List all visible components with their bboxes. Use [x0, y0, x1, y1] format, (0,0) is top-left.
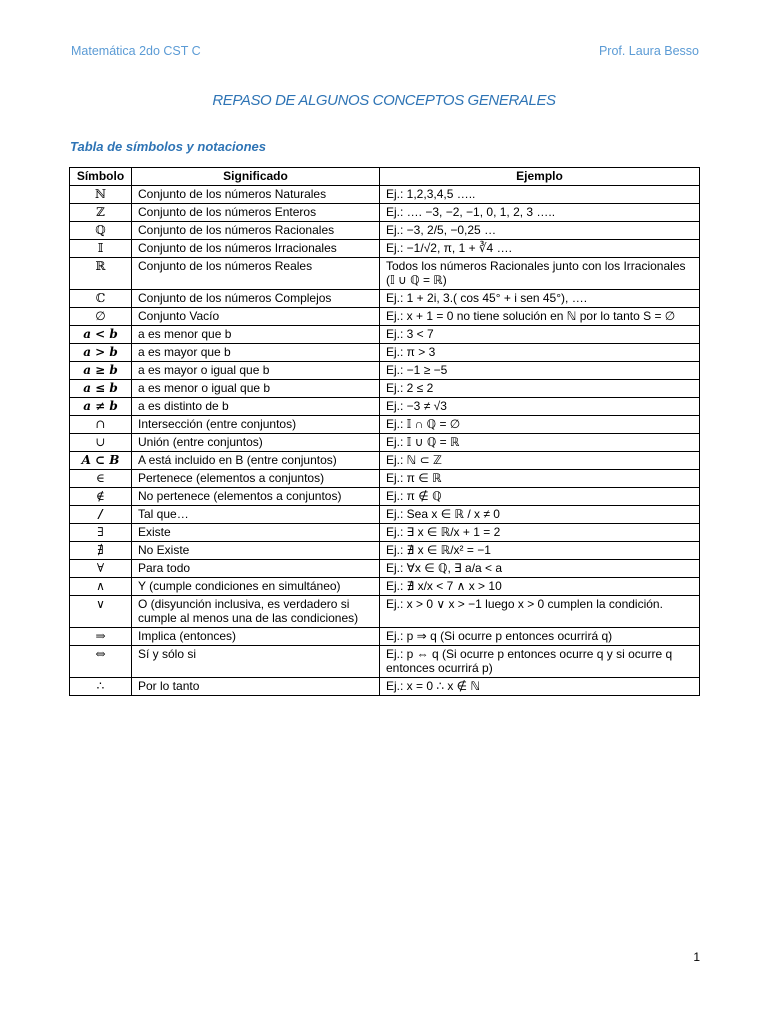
page-number: 1 [693, 950, 700, 964]
example-cell: Ej.: −3, 2/5, −0,25 … [380, 222, 700, 240]
symbol-cell: / [70, 506, 132, 524]
example-cell: Ej.: 1,2,3,4,5 ….. [380, 186, 700, 204]
example-cell: Ej.: ∄ x ∈ ℝ/x² = −1 [380, 542, 700, 560]
symbol-cell: A ⊂ B [70, 452, 132, 470]
example-cell: Ej.: x > 0 ∨ x > −1 luego x > 0 cumplen la condición. [380, 596, 700, 628]
table-row [70, 186, 700, 204]
symbol-cell: ℂ [70, 290, 132, 308]
symbol-cell: ⇒ [70, 628, 132, 646]
example-cell: Ej.: π > 3 [380, 344, 700, 362]
symbol-cell: a ≤ b [70, 380, 132, 398]
meaning-cell: A está incluido en B (entre conjuntos) [132, 452, 380, 470]
table-row [70, 258, 700, 290]
example-cell: Ej.: Sea x ∈ ℝ / x ≠ 0 [380, 506, 700, 524]
symbol-cell: ∄ [70, 542, 132, 560]
table-row [70, 434, 700, 452]
example-cell: Ej.: 1 + 2i, 3.( cos 45° + i sen 45°), …. [380, 290, 700, 308]
table-row [70, 578, 700, 596]
meaning-cell: Intersección (entre conjuntos) [132, 416, 380, 434]
meaning-cell: Conjunto de los números Reales [132, 258, 380, 290]
table-row [70, 204, 700, 222]
meaning-cell: Para todo [132, 560, 380, 578]
table-row [70, 506, 700, 524]
table-row [70, 470, 700, 488]
symbol-cell: ∃ [70, 524, 132, 542]
meaning-cell: O (disyunción inclusiva, es verdadero si cumple al menos una de las condiciones) [132, 596, 380, 628]
example-cell: Ej.: ∀x ∈ ℚ, ∃ a/a < a [380, 560, 700, 578]
meaning-cell: Unión (entre conjuntos) [132, 434, 380, 452]
example-cell: Ej.: 2 ≤ 2 [380, 380, 700, 398]
symbol-cell: ∩ [70, 416, 132, 434]
page-title: REPASO DE ALGUNOS CONCEPTOS GENERALES [212, 92, 556, 109]
table-row [70, 560, 700, 578]
symbol-cell: a ≥ b [70, 362, 132, 380]
meaning-cell: No pertenece (elementos a conjuntos) [132, 488, 380, 506]
example-cell: Ej.: −3 ≠ √3 [380, 398, 700, 416]
symbol-cell: a > b [70, 344, 132, 362]
symbol-cell: ∅ [70, 308, 132, 326]
example-cell: Ej.: −1/√2, π, 1 + ∛4 …. [380, 240, 700, 258]
meaning-cell: a es distinto de b [132, 398, 380, 416]
symbol-cell: ℝ [70, 258, 132, 290]
example-cell: Ej.: 𝕀 ∪ ℚ = ℝ [380, 434, 700, 452]
example-cell: Ej.: 𝕀 ∩ ℚ = ∅ [380, 416, 700, 434]
symbol-cell: ∧ [70, 578, 132, 596]
meaning-cell: a es mayor o igual que b [132, 362, 380, 380]
meaning-cell: Conjunto de los números Complejos [132, 290, 380, 308]
symbol-cell: ⇔ [70, 646, 132, 678]
example-cell: Ej.: ∃ x ∈ ℝ/x + 1 = 2 [380, 524, 700, 542]
table-row [70, 596, 700, 628]
header-course: Matemática 2do CST C [71, 44, 201, 58]
meaning-cell: Conjunto de los números Racionales [132, 222, 380, 240]
example-cell: Ej.: π ∈ ℝ [380, 470, 700, 488]
table-row [70, 290, 700, 308]
symbol-cell: ∉ [70, 488, 132, 506]
symbol-cell: ∀ [70, 560, 132, 578]
table-row [70, 678, 700, 696]
table-row [70, 222, 700, 240]
meaning-cell: Conjunto de los números Naturales [132, 186, 380, 204]
table-row [70, 380, 700, 398]
meaning-cell: Tal que… [132, 506, 380, 524]
header-meaning: Significado [132, 168, 380, 186]
meaning-cell: Implica (entonces) [132, 628, 380, 646]
header-author: Prof. Laura Besso [598, 44, 699, 58]
meaning-cell: Conjunto Vacío [132, 308, 380, 326]
table-row [70, 344, 700, 362]
example-cell: Ej.: p ⇒ q (Si ocurre p entonces ocurrirá q) [380, 628, 700, 646]
example-cell: Ej.: p ⇔ q (Si ocurre p entonces ocurre q y si ocurre q entonces ocurrirá p) [380, 646, 700, 678]
symbol-cell: a ≠ b [70, 398, 132, 416]
example-cell: Ej.: 3 < 7 [380, 326, 700, 344]
table-row [70, 452, 700, 470]
meaning-cell: Sí y sólo si [132, 646, 380, 678]
table-row [70, 362, 700, 380]
table-row [70, 326, 700, 344]
table-row [70, 308, 700, 326]
symbol-cell: ∈ [70, 470, 132, 488]
meaning-cell: Por lo tanto [132, 678, 380, 696]
example-cell: Ej.: π ∉ ℚ [380, 488, 700, 506]
meaning-cell: Pertenece (elementos a conjuntos) [132, 470, 380, 488]
example-cell: Ej.: ∄ x/x < 7 ∧ x > 10 [380, 578, 700, 596]
example-cell: Ej.: x + 1 = 0 no tiene solución en ℕ por lo tanto S = ∅ [380, 308, 700, 326]
symbol-cell: ∪ [70, 434, 132, 452]
symbol-cell: a < b [70, 326, 132, 344]
header-symbol: Símbolo [70, 168, 132, 186]
table-caption: Tabla de símbolos y notaciones [70, 139, 267, 154]
meaning-cell: Conjunto de los números Irracionales [132, 240, 380, 258]
table-row [70, 628, 700, 646]
symbol-cell: ℚ [70, 222, 132, 240]
symbol-cell: ℤ [70, 204, 132, 222]
symbol-cell: ℕ [70, 186, 132, 204]
table-row [70, 488, 700, 506]
example-cell: Ej.: −1 ≥ −5 [380, 362, 700, 380]
symbol-cell: ∴ [70, 678, 132, 696]
meaning-cell: Y (cumple condiciones en simultáneo) [132, 578, 380, 596]
table-row [70, 398, 700, 416]
symbol-cell: 𝕀 [70, 240, 132, 258]
table-row [70, 542, 700, 560]
table-header-row [70, 168, 700, 186]
table-row [70, 524, 700, 542]
meaning-cell: Conjunto de los números Enteros [132, 204, 380, 222]
example-cell: Ej.: ℕ ⊂ ℤ [380, 452, 700, 470]
meaning-cell: Existe [132, 524, 380, 542]
symbols-table [69, 167, 700, 696]
example-cell: Todos los números Racionales junto con los Irracionales (𝕀 ∪ ℚ = ℝ) [380, 258, 700, 290]
table-row [70, 416, 700, 434]
example-cell: Ej.: x = 0 ∴ x ∉ ℕ [380, 678, 700, 696]
table-row [70, 240, 700, 258]
header-example: Ejemplo [380, 168, 700, 186]
example-cell: Ej.: …. −3, −2, −1, 0, 1, 2, 3 ….. [380, 204, 700, 222]
meaning-cell: a es mayor que b [132, 344, 380, 362]
symbol-cell: ∨ [70, 596, 132, 628]
table-row [70, 646, 700, 678]
meaning-cell: No Existe [132, 542, 380, 560]
meaning-cell: a es menor que b [132, 326, 380, 344]
meaning-cell: a es menor o igual que b [132, 380, 380, 398]
